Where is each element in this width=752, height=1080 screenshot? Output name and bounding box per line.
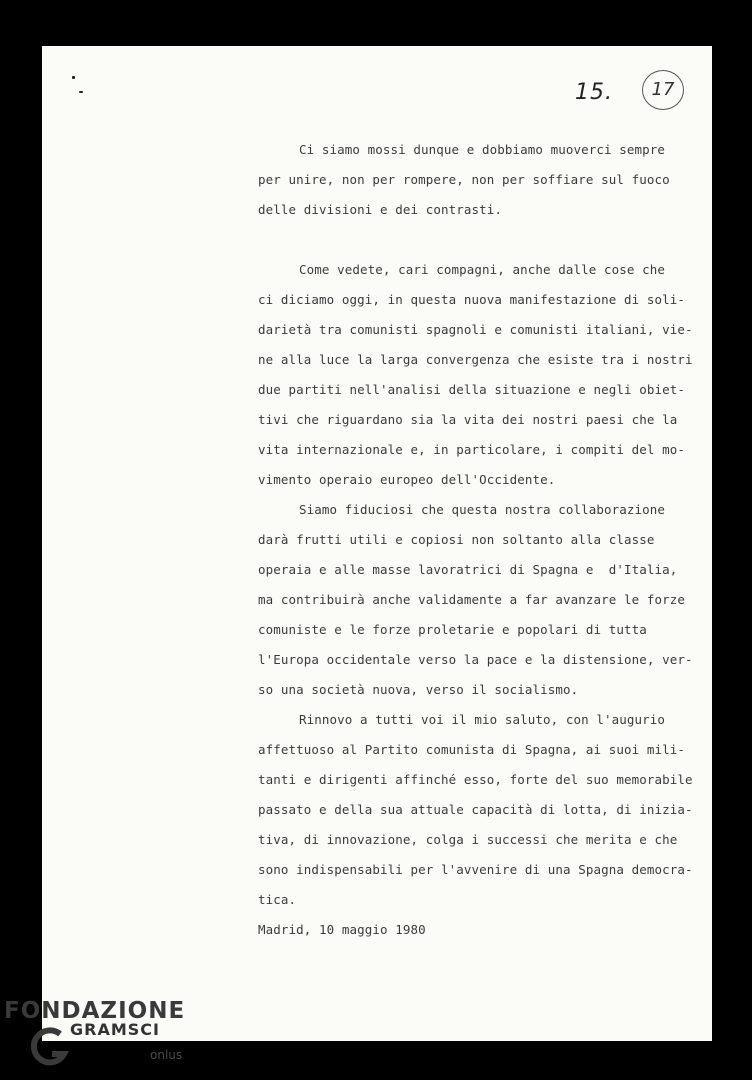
text-line: comuniste e le forze proletarie e popolari di tutta bbox=[258, 622, 647, 637]
text-line: Rinnovo a tutti voi il mio saluto, con l'augurio bbox=[299, 712, 666, 727]
page-number: 15. bbox=[575, 80, 613, 105]
text-line: vita internazionale e, in particolare, i compiti del mo- bbox=[258, 442, 686, 457]
text-line: l'Europa occidentale verso la pace e la distensione, ver- bbox=[258, 652, 693, 667]
text-line: per unire, non per rompere, non per soffiare sul fuoco bbox=[258, 172, 670, 187]
text-line: ci diciamo oggi, in questa nuova manifestazione di soli- bbox=[258, 292, 686, 307]
text-line: delle divisioni e dei contrasti. bbox=[258, 202, 503, 217]
text-line: Siamo fiduciosi che questa nostra collaborazione bbox=[299, 502, 666, 517]
watermark-line3: onlus bbox=[150, 1048, 183, 1062]
text-line: tanti e dirigenti affinché esso, forte del suo memorabile bbox=[258, 772, 693, 787]
text-line: Come vedete, cari compagni, anche dalle cose che bbox=[299, 262, 666, 277]
text-line: tivi che riguardano sia la vita dei nostri paesi che la bbox=[258, 412, 678, 427]
text-line: passato e della sua attuale capacità di lotta, di inizia- bbox=[258, 802, 693, 817]
text-line: ne alla luce la larga convergenza che esiste tra i nostri bbox=[258, 352, 693, 367]
text-line: darietà tra comunisti spagnoli e comunisti italiani, vie- bbox=[258, 322, 693, 337]
text-line: tiva, di innovazione, colga i successi che merita e che bbox=[258, 832, 678, 847]
text-line: sono indispensabili per l'avvenire di una Spagna democra- bbox=[258, 862, 693, 877]
text-line: Ci siamo mossi dunque e dobbiamo muoverci sempre bbox=[299, 142, 666, 157]
text-line: vimento operaio europeo dell'Occidente. bbox=[258, 472, 556, 487]
watermark-line2: GRAMSCI bbox=[70, 1020, 160, 1039]
archive-number: 17 bbox=[642, 70, 684, 110]
text-line: tica. bbox=[258, 892, 297, 907]
text-line: due partiti nell'analisi della situazione e negli obiet- bbox=[258, 382, 686, 397]
text-line: ma contribuirà anche validamente a far avanzare le forze bbox=[258, 592, 686, 607]
watermark-logo bbox=[0, 998, 200, 1078]
text-line: Madrid, 10 maggio 1980 bbox=[258, 922, 426, 937]
text-line: darà frutti utili e copiosi non soltanto alla classe bbox=[258, 532, 655, 547]
punch-mark bbox=[79, 91, 83, 93]
text-line: affettuoso al Partito comunista di Spagna, ai suoi mili- bbox=[258, 742, 686, 757]
text-line: operaia e alle masse lavoratrici di Spagna e d'Italia, bbox=[258, 562, 678, 577]
document-page bbox=[42, 46, 712, 1041]
gramsci-logo-icon bbox=[30, 1024, 70, 1068]
watermark-line1: FONDAZIONE bbox=[4, 998, 186, 1024]
punch-mark bbox=[72, 76, 75, 79]
text-line: so una società nuova, verso il socialismo. bbox=[258, 682, 579, 697]
